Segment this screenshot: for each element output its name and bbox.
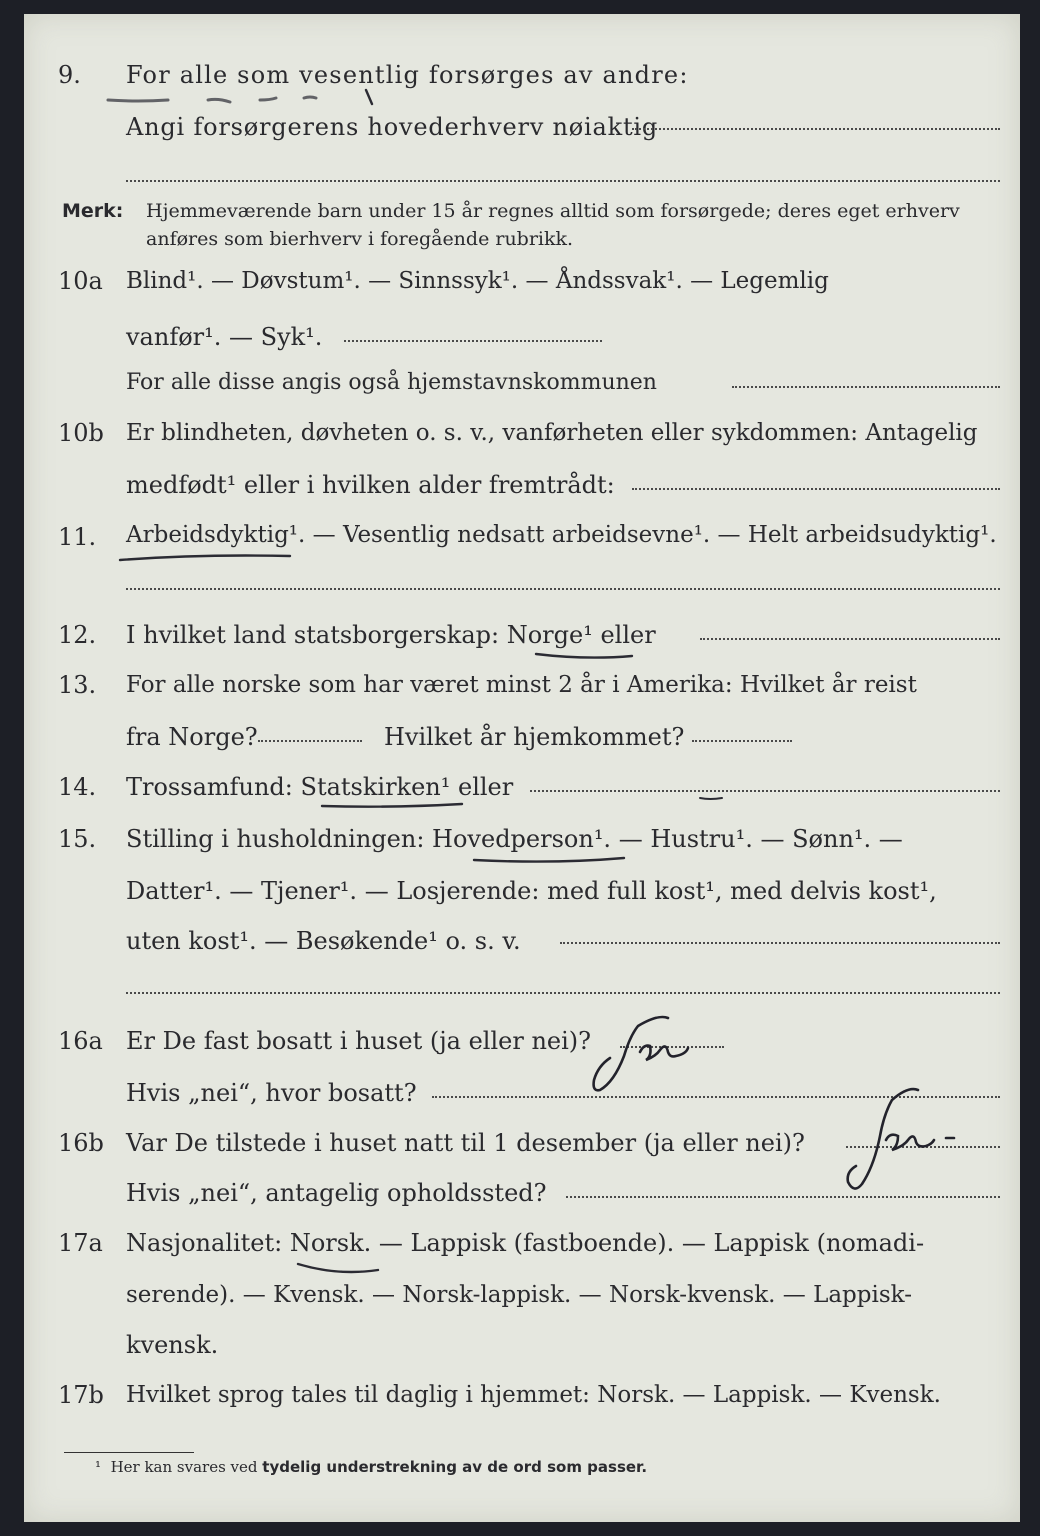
item-number-15: 15.	[58, 825, 97, 853]
q9-answer-line	[632, 128, 1000, 130]
q9-answer-line-2	[126, 180, 1000, 182]
footnote-bold: tydelig understrekning av de ord som passer.	[262, 1458, 648, 1476]
q16a-text-2: Hvis „nei“, hvor bosatt?	[126, 1079, 417, 1107]
footnote-rule	[64, 1452, 194, 1453]
q15-text-2: Datter¹. — Tjener¹. — Losjerende: med full kost¹, med delvis kost¹,	[126, 877, 937, 905]
note-text-2: anføres som bierhverv i foregående rubrikk.	[146, 228, 574, 250]
note-text-1: Hjemmeværende barn under 15 år regnes alltid som forsørgede; deres eget erhverv	[146, 200, 960, 222]
q16b-answer-line-2	[566, 1196, 1000, 1198]
q17a-text-2: serende). — Kvensk. — Norsk-lappisk. — Norsk-kvensk. — Lappisk-	[126, 1282, 912, 1308]
q10a-text-2: vanfør¹. — Syk¹.	[126, 323, 323, 351]
q10a-text-1: Blind¹. — Døvstum¹. — Sinnssyk¹. — Åndssvak¹. — Legemlig	[126, 268, 829, 294]
q15-answer-line	[560, 942, 1000, 944]
item-number-17a: 17a	[58, 1229, 103, 1257]
q16a-answer-line	[620, 1046, 724, 1048]
q10b-text-1: Er blindheten, døvheten o. s. v., vanførheten eller sykdommen: Antagelig	[126, 420, 978, 446]
item-number-12: 12.	[58, 621, 97, 649]
q13-year-returned-line	[692, 740, 792, 742]
q11-text: Arbeidsdyktig¹. — Vesentlig nedsatt arbeidsevne¹. — Helt arbeidsudyktig¹.	[126, 522, 997, 548]
footnote	[95, 1458, 647, 1476]
q10a-answer-line	[344, 340, 602, 342]
q13-year-left-line	[258, 740, 362, 742]
item-number-16b: 16b	[58, 1129, 104, 1157]
q11-answer-line	[126, 588, 1000, 590]
q9-text-2: Angi forsørgerens hovederhverv nøiaktig	[126, 113, 659, 141]
item-number-17b: 17b	[58, 1381, 104, 1409]
q10b-text-2: medfødt¹ eller i hvilken alder fremtrådt:	[126, 471, 615, 499]
item-number-10a: 10a	[58, 267, 103, 295]
q10a-answer-line-2	[732, 386, 1000, 388]
footnote-prefix: Her kan svares ved	[110, 1458, 258, 1476]
q14-answer-line	[530, 790, 1000, 792]
q10b-answer-line	[632, 488, 1000, 490]
footnote-mark: ¹	[95, 1458, 102, 1476]
q16a-text-1: Er De fast bosatt i huset (ja eller nei)?	[126, 1027, 592, 1055]
q16b-text-1: Var De tilstede i huset natt til 1 desember (ja eller nei)?	[126, 1129, 805, 1157]
q13-text-2b: Hvilket år hjemkommet?	[384, 723, 685, 751]
q17a-text-1: Nasjonalitet: Norsk. — Lappisk (fastboende). — Lappisk (nomadi-	[126, 1229, 925, 1257]
item-number-9: 9.	[58, 61, 81, 89]
q10a-text-3: For alle disse angis også hjemstavnskommunen	[126, 370, 657, 395]
q13-text-1: For alle norske som har været minst 2 år i Amerika: Hvilket år reist	[126, 672, 917, 698]
q16a-answer-line-2	[432, 1096, 1000, 1098]
item-number-14: 14.	[58, 773, 97, 801]
q13-text-2a: fra Norge?	[126, 723, 258, 751]
q17a-text-3: kvensk.	[126, 1331, 219, 1359]
q15-text-3: uten kost¹. — Besøkende¹ o. s. v.	[126, 927, 521, 955]
q16b-text-2: Hvis „nei“, antagelig opholdssted?	[126, 1179, 547, 1207]
q9-text-1: For alle som vesentlig forsørges av andre:	[126, 61, 689, 89]
item-number-10b: 10b	[58, 419, 104, 447]
q17b-text: Hvilket sprog tales til daglig i hjemmet: Norsk. — Lappisk. — Kvensk.	[126, 1382, 941, 1408]
q14-text: Trossamfund: Statskirken¹ eller	[126, 773, 514, 801]
item-number-11: 11.	[58, 523, 97, 551]
item-number-13: 13.	[58, 671, 97, 699]
item-number-16a: 16a	[58, 1027, 103, 1055]
q16b-answer-line	[846, 1146, 1000, 1148]
q15-text-1: Stilling i husholdningen: Hovedperson¹. — Hustru¹. — Sønn¹. —	[126, 825, 903, 853]
q15-answer-line-2	[126, 992, 1000, 994]
note-label: Merk:	[62, 200, 124, 222]
q12-answer-line	[700, 638, 1000, 640]
q12-text: I hvilket land statsborgerskap: Norge¹ eller	[126, 621, 656, 649]
